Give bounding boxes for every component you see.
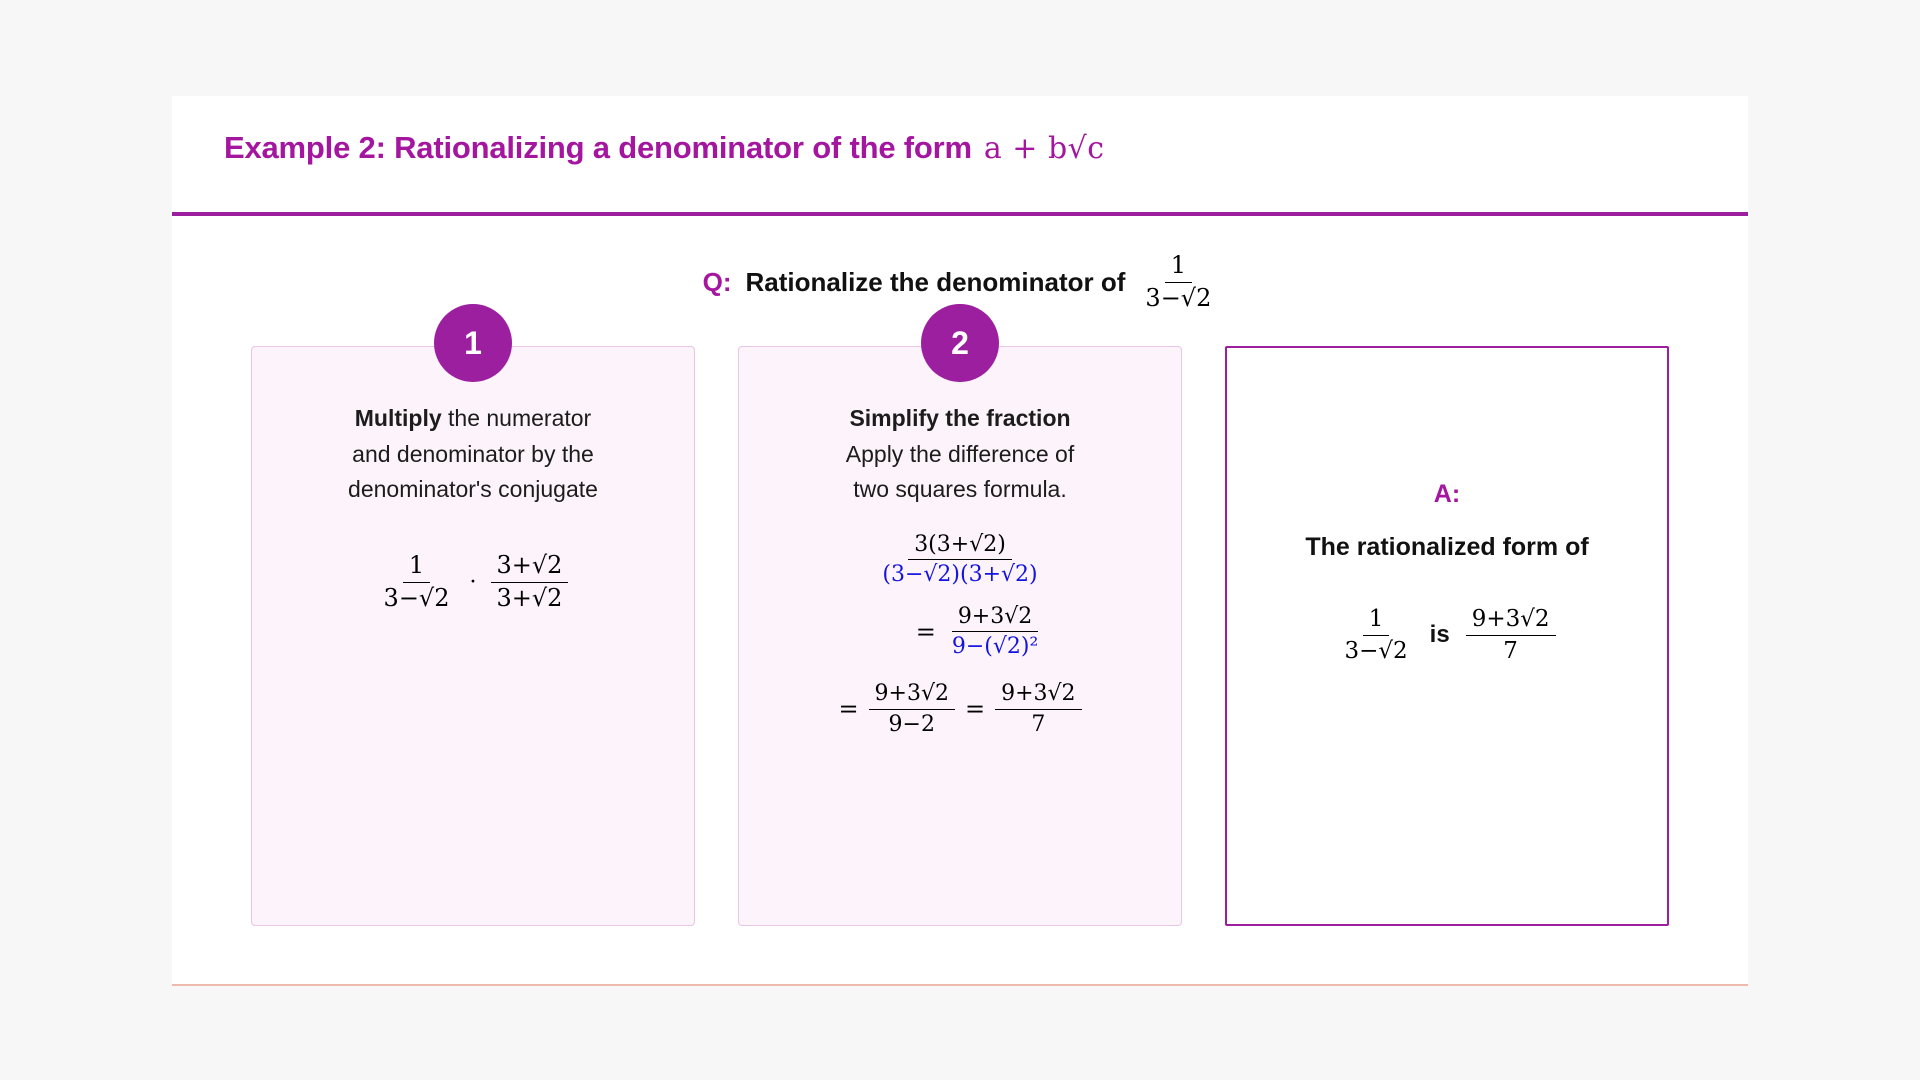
answer-body bbox=[1227, 348, 1667, 664]
question-fraction-denominator: 3−√2 bbox=[1145, 283, 1212, 312]
step-2-fraction-3 bbox=[869, 681, 955, 737]
step-1-line-2: and denominator by the bbox=[352, 440, 594, 467]
step-1-line-1-rest: the numerator bbox=[441, 405, 592, 432]
lesson-card bbox=[172, 96, 1748, 986]
step-2-line-3: two squares formula. bbox=[853, 476, 1067, 503]
multiplication-dot: · bbox=[469, 569, 477, 595]
step-badge-2: 2 bbox=[921, 304, 999, 382]
step-1-body bbox=[252, 347, 694, 612]
step-1-right-fraction bbox=[491, 552, 569, 612]
step-2-math-line-1 bbox=[773, 532, 1147, 588]
step-2-fraction-1-numerator: 3(3+√2) bbox=[908, 532, 1012, 560]
step-2-fraction-2 bbox=[946, 604, 1044, 660]
step-panel-2 bbox=[738, 324, 1182, 926]
answer-left-fraction bbox=[1338, 606, 1413, 664]
step-2-fraction-4-denominator: 7 bbox=[1031, 711, 1046, 737]
answer-right-numerator: 9+3√2 bbox=[1466, 606, 1556, 635]
answer-right-denominator: 7 bbox=[1503, 637, 1518, 664]
step-1-left-numerator: 1 bbox=[403, 552, 430, 583]
answer-label: A: bbox=[1433, 480, 1461, 509]
step-1-line-1 bbox=[286, 401, 660, 437]
page-title-expression: a + b√c bbox=[983, 131, 1105, 166]
step-2-fraction-4-numerator: 9+3√2 bbox=[995, 681, 1081, 709]
page-title bbox=[224, 130, 1748, 166]
step-1-left-fraction bbox=[378, 552, 456, 612]
step-2-heading: Simplify the fraction bbox=[849, 405, 1071, 432]
step-2-fraction-1 bbox=[876, 532, 1043, 588]
card-header bbox=[172, 96, 1748, 216]
step-2-body bbox=[739, 347, 1181, 737]
step-1-keyword: Multiply bbox=[354, 405, 442, 432]
step-1-left-denominator: 3−√2 bbox=[383, 583, 450, 612]
step-2-equals-3: = bbox=[965, 695, 986, 724]
step-2-fraction-3-denominator: 9−2 bbox=[888, 711, 935, 737]
answer-right-fraction bbox=[1466, 606, 1556, 664]
step-1-right-numerator: 3+√2 bbox=[491, 552, 569, 583]
answer-left-denominator: 3−√2 bbox=[1344, 637, 1408, 664]
answer-left-numerator: 1 bbox=[1363, 606, 1390, 635]
step-2-math-line-2 bbox=[773, 604, 1147, 660]
answer-panel bbox=[1225, 346, 1669, 926]
step-2-equals-1: = bbox=[915, 617, 936, 646]
step-2-line-2: Apply the difference of bbox=[845, 440, 1075, 467]
answer-is-word: is bbox=[1429, 621, 1450, 649]
step-2-fraction-2-numerator: 9+3√2 bbox=[952, 604, 1038, 632]
step-2-fraction-1-denominator: (3−√2)(3+√2) bbox=[882, 562, 1038, 588]
steps-row bbox=[172, 324, 1748, 926]
question-label: Q: bbox=[702, 266, 732, 297]
answer-math bbox=[1261, 606, 1633, 664]
step-badge-1: 1 bbox=[434, 304, 512, 382]
step-1-math bbox=[286, 552, 660, 612]
question-fraction-numerator: 1 bbox=[1165, 252, 1192, 283]
step-1-line-3: denominator's conjugate bbox=[348, 476, 598, 503]
step-1-right-denominator: 3+√2 bbox=[496, 583, 563, 612]
step-2-fraction-4 bbox=[995, 681, 1081, 737]
step-2-fraction-2-denominator: 9−(√2)² bbox=[951, 634, 1039, 659]
question-fraction bbox=[1139, 252, 1217, 312]
step-panel-1 bbox=[251, 324, 695, 926]
page-title-text: Example 2: Rationalizing a denominator of the form bbox=[224, 130, 972, 165]
step-2-fraction-3-numerator: 9+3√2 bbox=[869, 681, 955, 709]
step-2-math-line-3 bbox=[773, 681, 1147, 737]
bottom-divider bbox=[172, 984, 1748, 986]
question-text: Rationalize the denominator of bbox=[745, 266, 1126, 297]
answer-text: The rationalized form of bbox=[1305, 533, 1589, 562]
question-row bbox=[172, 252, 1748, 312]
step-2-equals-2: = bbox=[838, 695, 859, 724]
